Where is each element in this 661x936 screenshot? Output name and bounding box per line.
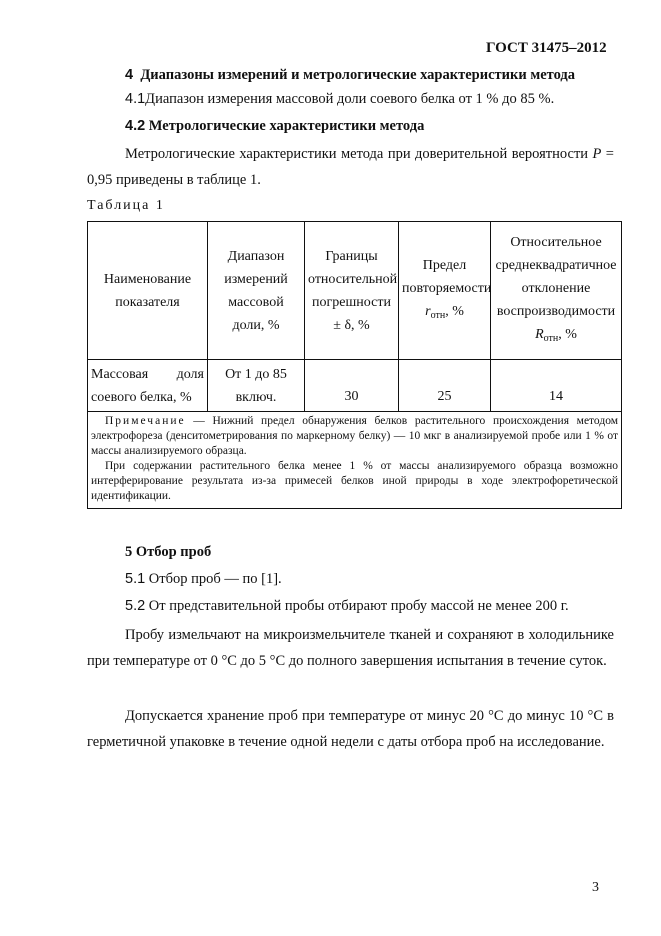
row-reproducibility: 14 <box>491 360 622 412</box>
repeatability-subscript: отн <box>430 310 446 321</box>
page-number: 3 <box>592 880 599 895</box>
section-4-number: 4 <box>125 67 134 83</box>
clause-4-1 <box>125 91 554 108</box>
paragraph-storage: Пробу измельчают на микроизмельчителе тканей и сохраняют в холодильнике при температуре от 0 °С до 5 °С до полного завершения испытания в течение суток. <box>87 627 614 669</box>
clause-4-2-body <box>87 141 614 193</box>
repeatability-unit: , % <box>445 304 464 319</box>
section-5-number: 5 <box>125 544 133 560</box>
table-caption: Таблица 1 <box>87 198 165 213</box>
table-1 <box>87 221 622 509</box>
header-error-limits: Границы относительной погрешности ± δ, % <box>305 222 399 360</box>
note-label: Примечание <box>105 415 186 427</box>
reproducibility-variable: R <box>535 327 544 342</box>
clause-5-2 <box>125 598 569 615</box>
clause-4-2-number: 4.2 <box>125 118 146 134</box>
row-error: 30 <box>305 360 399 412</box>
row-repeatability: 25 <box>399 360 491 412</box>
clause-5-2-number: 5.2 <box>125 598 146 614</box>
clause-5-2-text: От представительной пробы отбирают пробу массой не менее 200 г. <box>145 598 569 614</box>
clause-5-1-text: Отбор проб — по [1]. <box>145 571 282 587</box>
note-paragraph-2: При содержании растительного белка менее 1 % от массы анализируемого образца возможно интерферирование результата из-за примесей белков иной природы в ходе электрофоретической идентификации. <box>91 460 618 502</box>
table-note-row <box>88 412 622 509</box>
table-row <box>88 360 622 412</box>
reproducibility-label: Относительное среднеквадратичное отклонение воспроизводимости <box>495 235 617 319</box>
header-repeatability <box>399 222 491 360</box>
body-text: Метрологические характеристики метода при доверительной вероятности <box>125 146 593 162</box>
table-note <box>88 412 622 509</box>
section-5-title: Отбор проб <box>135 544 212 560</box>
standard-number: ГОСТ 31475–2012 <box>486 40 607 56</box>
probability-variable: P <box>592 146 602 162</box>
clause-4-2-heading <box>125 118 424 135</box>
table-header-row <box>88 222 622 360</box>
header-measurement-range: Диапазон измерений массовой доли, % <box>208 222 305 360</box>
paragraph-storage-allowed: Допускается хранение проб при температуре от минус 20 °С до минус 10 °С в герметичной упаковке в течение одной недели с даты отбора проб на исследование. <box>87 708 614 750</box>
section-4-heading <box>125 67 575 84</box>
reproducibility-unit: , % <box>558 327 577 342</box>
clause-5-1-number: 5.1 <box>125 571 146 587</box>
reproducibility-subscript: отн <box>543 333 559 344</box>
row-indicator-name: Массовая доля соевого белка, % <box>88 360 208 412</box>
row-range: От 1 до 85 включ. <box>208 360 305 412</box>
clause-4-1-text: Диапазон измерения массовой доли соевого белка от 1 % до 85 %. <box>145 91 555 107</box>
clause-5-1 <box>125 571 282 588</box>
clause-4-2-title: Метрологические характеристики метода <box>148 118 425 134</box>
header-reproducibility <box>491 222 622 360</box>
section-5-heading <box>125 544 211 561</box>
note-paragraph-1 <box>91 414 618 459</box>
repeatability-label: Предел повторяемости <box>402 258 492 296</box>
header-indicator-name: Наименование показателя <box>88 222 208 360</box>
repeatability-variable: r <box>425 304 431 319</box>
clause-4-1-number: 4.1 <box>125 91 146 107</box>
note-text-1: — Нижний предел обнаружения белков растительного происхождения методом электрофореза (денситометрирования по маркерному белку) — 10 мкг в анализируемой пробе или 1 % от массы анализируемого образца. <box>91 415 618 457</box>
section-4-title: Диапазоны измерений и метрологические характеристики метода <box>140 67 575 83</box>
body-text-tail: = 0,95 приведены в таблице 1. <box>87 146 614 188</box>
